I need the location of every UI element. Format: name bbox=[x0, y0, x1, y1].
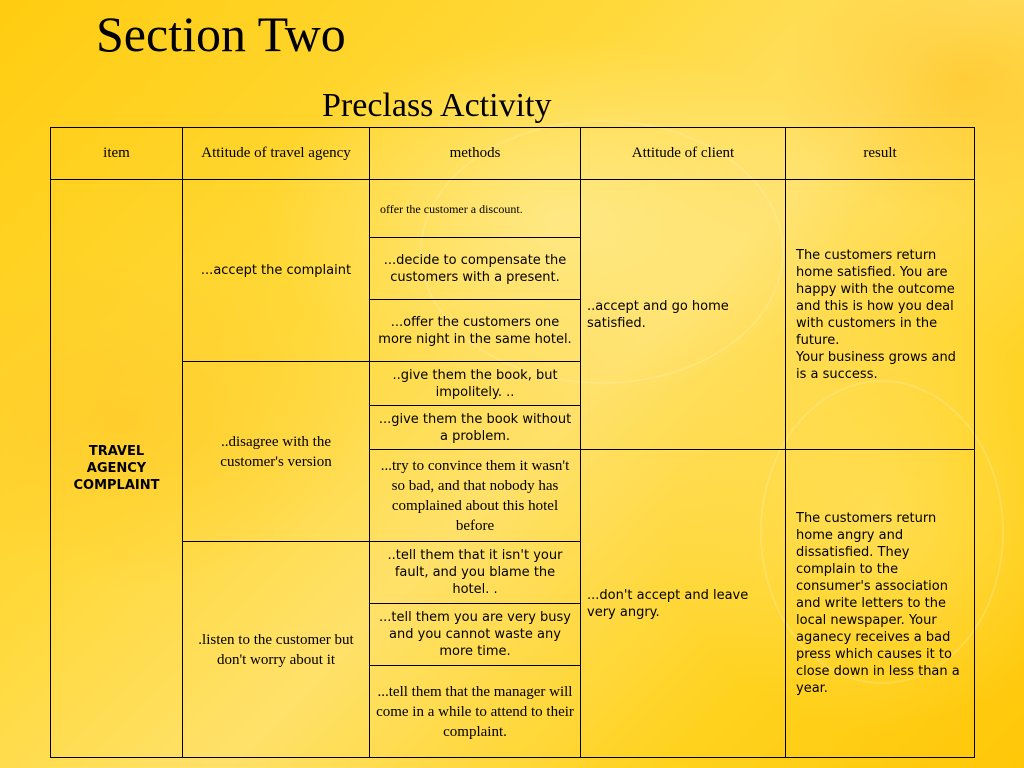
header-methods: methods bbox=[370, 128, 581, 180]
result-success bbox=[786, 180, 975, 450]
method-cell: ...tell them you are very busy and you cannot waste any more time. bbox=[370, 604, 581, 666]
method-cell: ...offer the customers one more night in the same hotel. bbox=[370, 300, 581, 362]
result-success-text: The customers return home satisfied. You are happy with the outcome and this is how you deal with customers in the future. bbox=[796, 247, 955, 348]
item-cell: TRAVEL AGENCY COMPLAINT bbox=[51, 180, 183, 758]
slide-title: Section Two bbox=[96, 6, 346, 62]
slide-subtitle: Preclass Activity bbox=[322, 87, 552, 124]
result-success-text: Your business grows and is a success. bbox=[796, 349, 956, 382]
method-cell: ..tell them that it isn't your fault, and you blame the hotel. . bbox=[370, 542, 581, 604]
client-attitude-angry: ...don't accept and leave very angry. bbox=[581, 450, 786, 758]
method-cell: ...tell them that the manager will come in a while to attend to their complaint. bbox=[370, 666, 581, 758]
activity-table bbox=[50, 127, 975, 758]
header-attitude-client: Attitude of client bbox=[581, 128, 786, 180]
header-attitude-agency: Attitude of travel agency bbox=[183, 128, 370, 180]
method-cell: offer the customer a discount. bbox=[370, 180, 581, 238]
agency-attitude-disagree: ..disagree with the customer's version bbox=[183, 362, 370, 542]
header-row bbox=[51, 128, 975, 180]
method-cell: ...try to convince them it wasn't so bad, and that nobody has complained about this hotel before bbox=[370, 450, 581, 542]
method-cell: ...give them the book without a problem. bbox=[370, 406, 581, 450]
client-attitude-accept: ..accept and go home satisfied. bbox=[581, 180, 786, 450]
header-item: item bbox=[51, 128, 183, 180]
method-cell: ..give them the book, but impolitely. .. bbox=[370, 362, 581, 406]
agency-attitude-accept: ...accept the complaint bbox=[183, 180, 370, 362]
result-failure: The customers return home angry and dissatisfied. They complain to the consumer's association and write letters to the local newspaper. Your aganecy receives a bad press which causes it to close down in less than a year. bbox=[786, 450, 975, 758]
method-cell: ...decide to compensate the customers with a present. bbox=[370, 238, 581, 300]
agency-attitude-ignore: .listen to the customer but don't worry about it bbox=[183, 542, 370, 758]
header-result: result bbox=[786, 128, 975, 180]
table-row bbox=[51, 180, 975, 238]
